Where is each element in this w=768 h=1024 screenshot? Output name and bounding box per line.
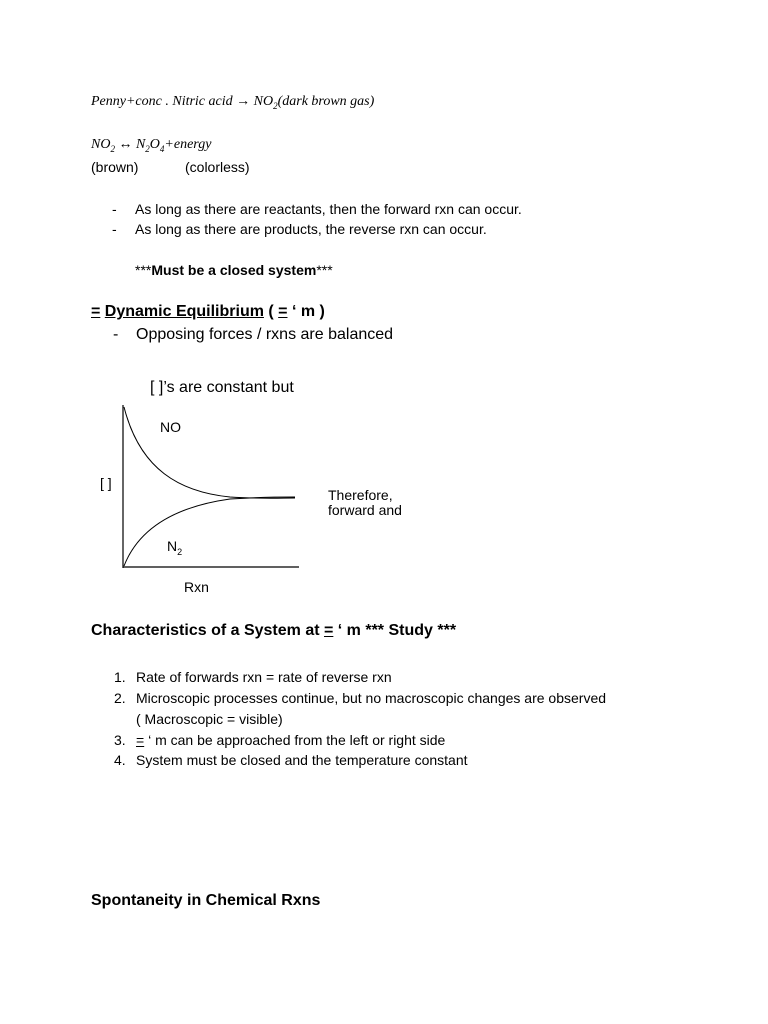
equilibrium-symbol: = <box>91 303 101 320</box>
equilibrium-symbol: = <box>136 732 145 748</box>
list-number: 1. <box>114 669 126 685</box>
product-description: (dark brown gas) <box>277 94 375 109</box>
y-axis-label: [ ] <box>100 475 112 491</box>
characteristics-heading <box>91 622 456 640</box>
list-number: 4. <box>114 752 126 768</box>
asterisks: *** <box>135 262 152 278</box>
list-item-text: ‘ m can be approached from the left or right side <box>144 732 446 748</box>
species-no2: NO <box>91 137 111 152</box>
no2-curve <box>124 407 295 498</box>
species-o: O <box>149 137 160 152</box>
top-curve-label: NO <box>160 419 181 435</box>
x-label-clip <box>184 579 224 595</box>
species-n: N <box>135 137 146 152</box>
energy-term: +energy <box>164 137 212 152</box>
list-number: 2. <box>114 690 126 706</box>
top-curve-label-clip <box>160 419 200 435</box>
dash-bullet: - <box>112 201 117 217</box>
label-brown: (brown) <box>91 159 139 175</box>
subscript: 2 <box>110 143 115 154</box>
dash-bullet: - <box>113 326 119 343</box>
list-item: As long as there are products, the reverse rxn can occur. <box>135 221 487 237</box>
list-item: System must be closed and the temperature constant <box>136 752 468 768</box>
equilibrium-symbol: = <box>324 622 334 639</box>
paren-rest: ‘ m ) <box>287 303 325 320</box>
x-axis-label: Rxn <box>184 579 209 595</box>
balanced-bullet: Opposing forces / rxns are balanced <box>136 326 394 343</box>
paren: ( <box>263 303 279 320</box>
equilibrium-arrow: ↔ <box>118 137 133 152</box>
forward-and-clip <box>328 502 418 518</box>
list-item <box>136 732 445 748</box>
subscript: 2 <box>177 546 183 557</box>
arrow: → <box>236 94 251 109</box>
list-number: 3. <box>114 732 126 748</box>
bottom-curve-label <box>167 538 182 557</box>
forward-and-text: forward and <box>328 502 402 518</box>
asterisks: *** <box>316 262 333 278</box>
therefore-text: Therefore, <box>328 487 393 503</box>
n2o4-curve <box>124 497 295 566</box>
product-text: NO <box>253 94 274 109</box>
n-label: N <box>167 538 178 554</box>
list-item: As long as there are reactants, then the forward rxn can occur. <box>135 201 522 217</box>
dash-bullet: - <box>112 221 117 237</box>
heading-post: ‘ m *** Study *** <box>333 622 457 639</box>
heading-title: Dynamic Equilibrium <box>104 303 264 320</box>
list-item-continuation: ( Macroscopic = visible) <box>136 711 283 727</box>
subscript: 2 <box>273 100 278 111</box>
label-colorless: (colorless) <box>185 159 250 175</box>
closed-system-text: Must be a closed system <box>151 262 317 278</box>
equilibrium-symbol: = <box>278 303 288 320</box>
heading-pre: Characteristics of a System at <box>91 622 324 639</box>
subscript: 2 <box>145 143 150 154</box>
list-item: Microscopic processes continue, but no macroscopic changes are observed <box>136 690 607 706</box>
graph-caption: [ ]’s are constant but <box>150 379 294 396</box>
reactants-text: Penny+conc . Nitric acid <box>91 94 233 109</box>
list-item: Rate of forwards rxn = rate of reverse rxn <box>136 669 392 685</box>
y-label-clip <box>100 475 120 491</box>
spontaneity-heading: Spontaneity in Chemical Rxns <box>91 892 321 909</box>
subscript: 4 <box>159 143 165 154</box>
